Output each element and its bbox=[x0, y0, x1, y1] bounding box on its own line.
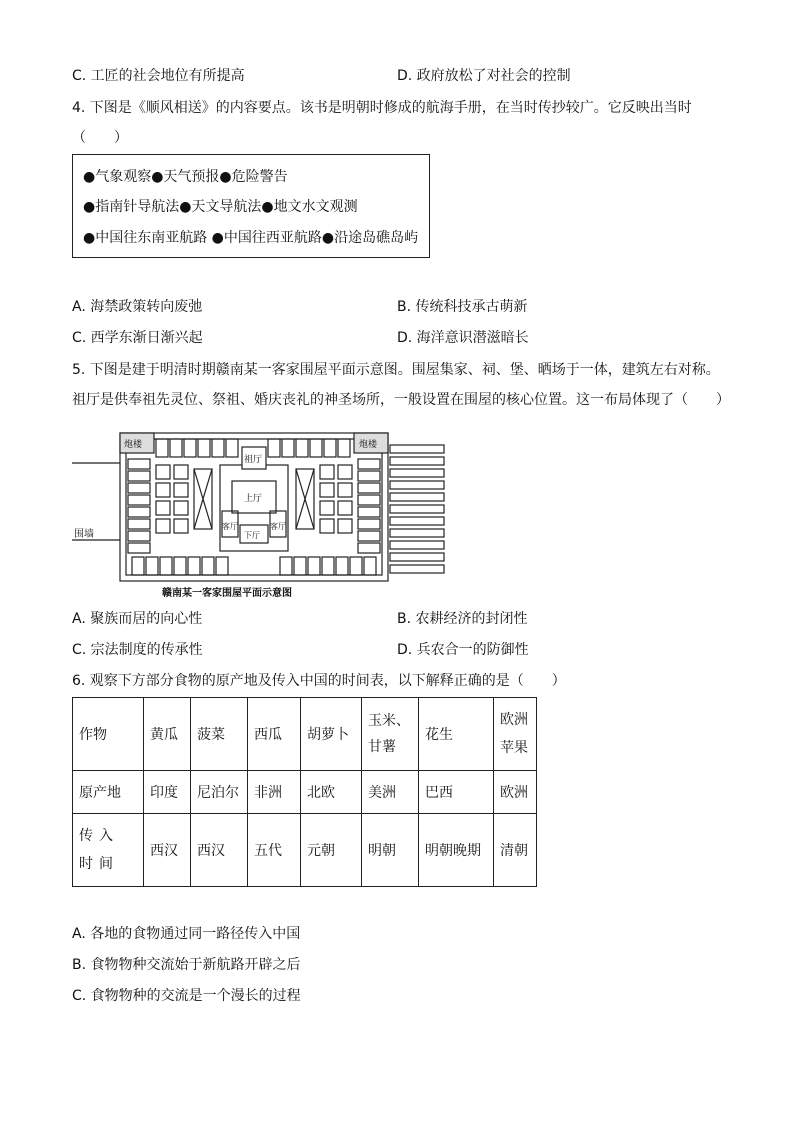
q6-stem: 6. 观察下方部分食物的原产地及传入中国的时间表，以下解释正确的是（ ） bbox=[72, 673, 566, 689]
row-header-origin: 原产地 bbox=[73, 771, 144, 814]
crop-cell: 花生 bbox=[419, 698, 494, 771]
crop-cell: 西瓜 bbox=[248, 698, 301, 771]
crop-cell-text: 玉米、甘薯 bbox=[368, 713, 410, 755]
table-row bbox=[73, 698, 537, 771]
row-header-time-text: 传入时间 bbox=[79, 828, 119, 872]
origin-cell: 尼泊尔 bbox=[191, 771, 248, 814]
origin-cell: 巴西 bbox=[419, 771, 494, 814]
label-left-tower: 炮楼 bbox=[124, 440, 143, 450]
hakka-house-plan-figure bbox=[72, 425, 450, 600]
time-cell: 明朝晚期 bbox=[419, 814, 494, 887]
label-right-tower: 炮楼 bbox=[359, 440, 378, 450]
q4-stem-line2: （ ） bbox=[72, 130, 128, 146]
origin-cell: 欧洲 bbox=[494, 771, 537, 814]
time-cell: 清朝 bbox=[494, 814, 537, 887]
q5-option-b: B. 农耕经济的封闭性 bbox=[397, 611, 528, 627]
time-cell: 明朝 bbox=[362, 814, 419, 887]
q5-stem-line1: 5. 下图是建于明清时期赣南某一客家围屋平面示意图。围屋集家、祠、堡、晒场于一体，建筑左右对称。 bbox=[72, 362, 720, 378]
q4-content-box bbox=[72, 154, 430, 258]
q4-option-a: A. 海禁政策转向废弛 bbox=[72, 299, 203, 315]
crop-cell bbox=[362, 698, 419, 771]
time-cell: 元朝 bbox=[301, 814, 362, 887]
label-guest-hall-left: 客厅 bbox=[222, 522, 238, 531]
q4-option-b: B. 传统科技承古萌新 bbox=[397, 299, 528, 315]
label-guest-hall-right: 客厅 bbox=[270, 522, 286, 531]
table-row bbox=[73, 814, 537, 887]
label-lower-hall: 下厅 bbox=[244, 531, 260, 540]
q4-stem-line1: 4. 下图是《顺风相送》的内容要点。该书是明朝时修成的航海手册，在当时传抄较广。它反映出当时 bbox=[72, 100, 692, 116]
label-ancestral-hall: 祖厅 bbox=[244, 455, 263, 465]
q6-option-b: B. 食物物种交流始于新航路开辟之后 bbox=[72, 957, 301, 973]
q4-box-row-2: ●指南针导航法●天文导航法●地文水文观测 bbox=[83, 199, 358, 215]
q5-option-d: D. 兵农合一的防御性 bbox=[397, 642, 529, 658]
q4-option-c: C. 西学东渐日渐兴起 bbox=[72, 330, 203, 346]
figure-caption: 赣南某一客家围屋平面示意图 bbox=[162, 588, 292, 599]
origin-cell: 北欧 bbox=[301, 771, 362, 814]
origin-cell: 非洲 bbox=[248, 771, 301, 814]
q5-option-a: A. 聚族而居的向心性 bbox=[72, 611, 203, 627]
origin-cell: 印度 bbox=[144, 771, 191, 814]
q5-stem-line2: 祖厅是供奉祖先灵位、祭祖、婚庆丧礼的神圣场所，一般设置在围屋的核心位置。这一布局体现了（ ） bbox=[72, 392, 730, 408]
time-cell: 西汉 bbox=[191, 814, 248, 887]
origin-cell: 美洲 bbox=[362, 771, 419, 814]
q4-option-d: D. 海洋意识潜滋暗长 bbox=[397, 330, 529, 346]
crop-cell: 胡萝卜 bbox=[301, 698, 362, 771]
time-cell: 五代 bbox=[248, 814, 301, 887]
q5-option-c: C. 宗法制度的传承性 bbox=[72, 642, 203, 658]
label-upper-hall: 上厅 bbox=[244, 494, 263, 504]
crop-cell: 菠菜 bbox=[191, 698, 248, 771]
q4-box-row-1: ●气象观察●天气预报●危险警告 bbox=[83, 169, 288, 185]
q3-option-d: D. 政府放松了对社会的控制 bbox=[397, 68, 571, 84]
table-row bbox=[73, 771, 537, 814]
q6-option-c: C. 食物物种的交流是一个漫长的过程 bbox=[72, 988, 301, 1004]
label-wall: 围墙 bbox=[74, 529, 94, 540]
row-header-crop: 作物 bbox=[73, 698, 144, 771]
crop-cell bbox=[494, 698, 537, 771]
row-header-time bbox=[73, 814, 144, 887]
crop-cell: 黄瓜 bbox=[144, 698, 191, 771]
q6-option-a: A. 各地的食物通过同一路径传入中国 bbox=[72, 926, 301, 942]
q4-box-row-3: ●中国往东南亚航路 ●中国往西亚航路●沿途岛礁岛屿 bbox=[83, 230, 419, 246]
q3-option-c: C. 工匠的社会地位有所提高 bbox=[72, 68, 245, 84]
time-cell: 西汉 bbox=[144, 814, 191, 887]
crop-origin-table bbox=[72, 697, 537, 887]
crop-cell-text: 欧洲苹果 bbox=[500, 712, 528, 756]
